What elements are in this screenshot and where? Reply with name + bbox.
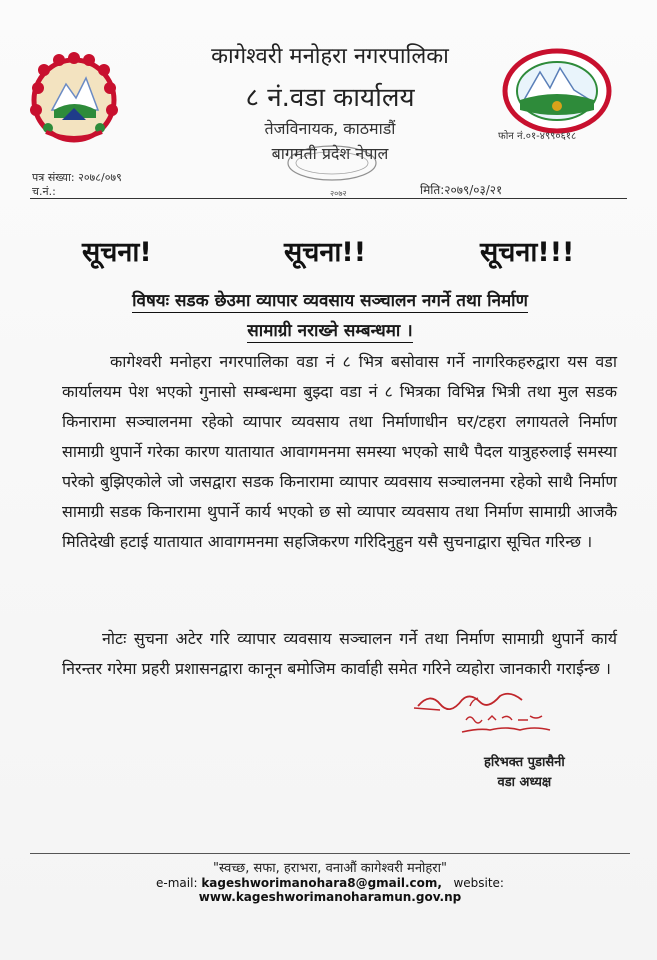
notice-heading-2: सूचना!! [284, 237, 367, 268]
office-stamp-icon [285, 143, 380, 183]
address-line-2: बागमती प्रदेश नेपाल [271, 144, 389, 163]
stamp-code: २०७२ [330, 189, 347, 198]
municipality-name: कागेश्वरी मनोहरा नगरपालिका [211, 44, 449, 69]
body-paragraph: कागेश्वरी मनोहरा नगरपालिका वडा नं ८ भित्र बसोवास गर्ने नागरिकहरुद्वारा यस वडा कार्यालयम पेश भएको गुनासो सम्बन्धमा बुझ्दा वडा नं ८ भित्रका विभिन्न भित्री तथा मुल सडक किनारामा सञ्चालनमा रहेको व्यापार व्यवसाय तथा निर्माणाधीन घर/टहरा लगायतले निर्माण सामाग्री थुपार्ने गरेका कारण यातायात आवागमनमा समस्या भएको साथै पैदल यात्रुहरुलाई समस्या परेको बुझिएकोले जो जसद्वारा सडक किनारामा व्यापार व्यवसाय सञ्चालनमा रहेको साथै निर्माण सामाग्री सडक किनारामा थुपार्ने कार्य भएको छ सो व्यापार व्यवसाय तथा निर्माण सामाग्री आजकै मितिदेखी हटाई यातायात आवागमनमा सहजिकरण गरिदिनुहुन यसै सुचनाद्वारा सूचित गरिन्छ । [62, 352, 617, 551]
footer-contact [30, 876, 630, 904]
subject-line-1: विषयः सडक छेउमा व्यापार व्यवसाय सञ्चालन नगर्ने तथा निर्माण [132, 291, 528, 311]
notice-heading-3: सूचना!!! [480, 237, 575, 268]
email-link[interactable]: kageshworimanohara8@gmail.com, [201, 876, 442, 890]
subject-line-2: सामाग्री नराख्ने सम्बन्धमा । [247, 321, 413, 341]
dispatch-number: च.नं.: [32, 185, 56, 198]
letter-date: मिति:२०७९/०३/२१ [420, 183, 503, 197]
website-link[interactable]: www.kageshworimanoharamun.gov.np [198, 890, 462, 904]
footer-divider [30, 853, 630, 854]
reference-number: पत्र संख्या: २०७८/०७९ [32, 171, 122, 184]
note-paragraph: नोटः सुचना अटेर गरि व्यापार व्यवसाय सञ्चालन गर्ने तथा निर्माण सामाग्री थुपार्ने कार्य निरन्तर गरेमा प्रहरी प्रशासनद्वारा कानून बमोजिम कार्वाही समेत गरिने व्यहोरा जानकारी गराईन्छ । [62, 629, 617, 678]
ward-office-title: ८ नं.वडा कार्यालय [245, 83, 415, 113]
subject [30, 286, 630, 346]
address-line-1: तेजविनायक, काठमाडौं [264, 119, 396, 138]
website-label: website: [453, 876, 504, 890]
signature-icon [410, 686, 560, 746]
signatory [484, 753, 565, 793]
notice-heading-1: सूचना! [82, 237, 152, 268]
phone-number: फोन नं.०१-४९९०६१८ [498, 131, 577, 142]
signatory-title: वडा अध्यक्ष [497, 775, 552, 790]
signatory-name: हरिभक्त पुडासैनी [484, 755, 565, 770]
email-label: e-mail: [156, 876, 198, 890]
header-divider [30, 198, 627, 199]
municipality-logo-icon [502, 48, 612, 134]
footer-slogan: "स्वच्छ, सफा, हराभरा, वनाऔं कागेश्वरी मनोहरा" [213, 861, 447, 876]
nepal-emblem-icon [24, 48, 124, 148]
